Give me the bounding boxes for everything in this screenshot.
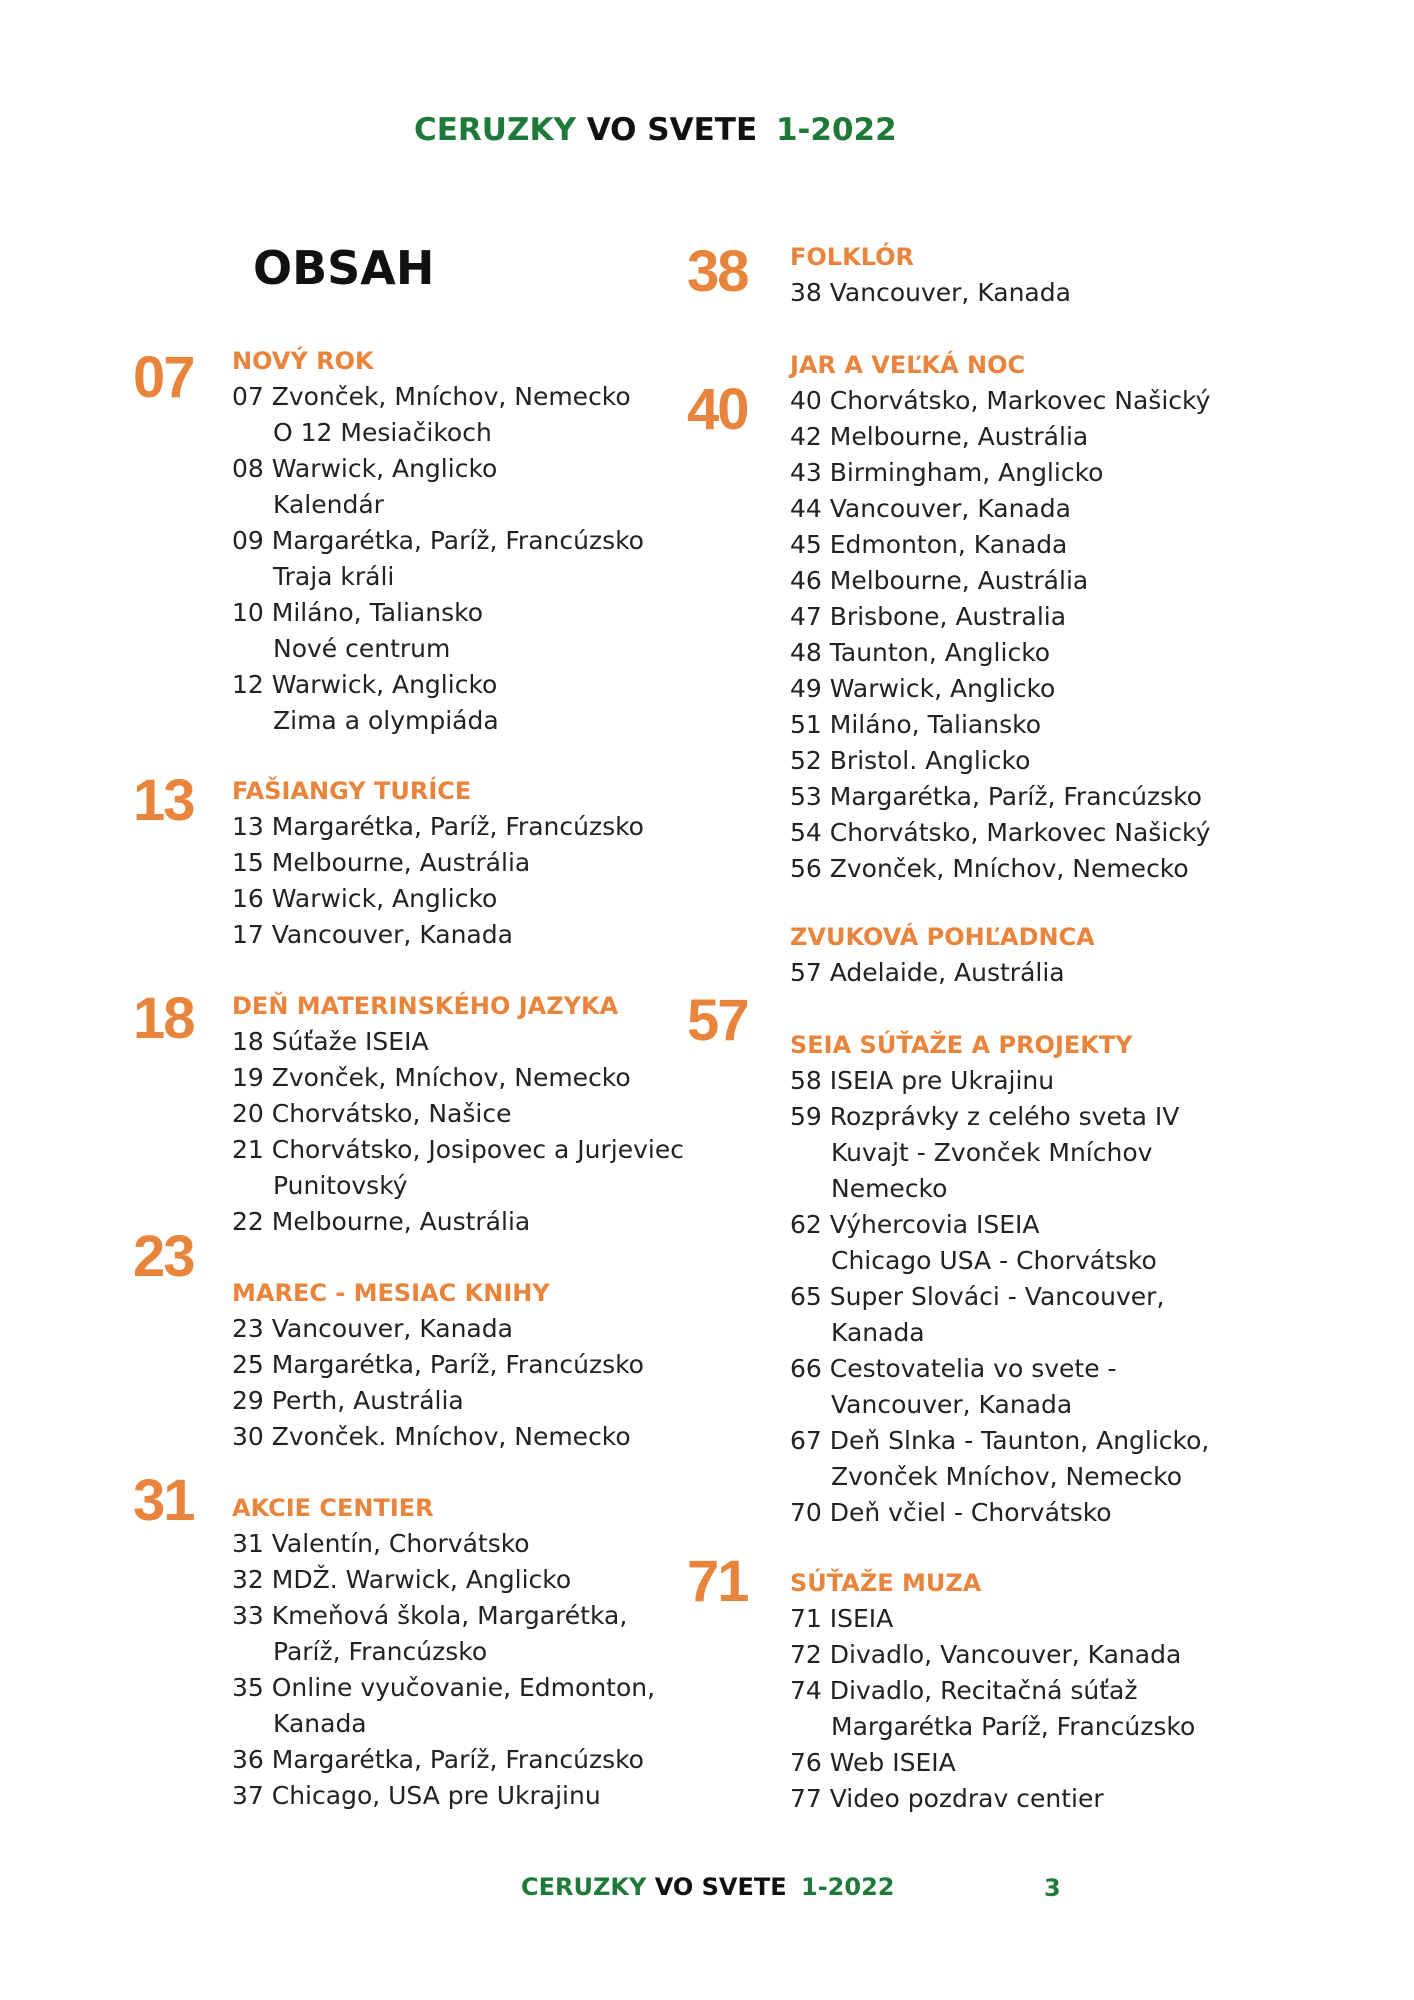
- toc-entry: 76 Web ISEIA: [790, 1748, 956, 1777]
- toc-entry: 72 Divadlo, Vancouver, Kanada: [790, 1640, 1182, 1669]
- toc-entry: 42 Melbourne, Austrália: [790, 422, 1089, 451]
- section-entries: [790, 383, 1210, 887]
- toc-entry: 51 Miláno, Taliansko: [790, 710, 1041, 739]
- section-title: FOLKLÓR: [790, 243, 915, 271]
- toc-entry-subtitle: Nové centrum: [273, 634, 451, 663]
- toc-entry-subtitle: Paríž, Francúzsko: [273, 1637, 488, 1666]
- section-entries: [232, 1311, 644, 1455]
- toc-entry: 53 Margarétka, Paríž, Francúzsko: [790, 782, 1202, 811]
- toc-section: [790, 1027, 1209, 1531]
- section-entries: [790, 1601, 1195, 1817]
- toc-section: [790, 239, 1071, 311]
- toc-entry: 66 Cestovatelia vo svete -: [790, 1354, 1117, 1383]
- header-brand-2: VO SVETE: [586, 112, 758, 148]
- section-title: JAR A VEĽKÁ NOC: [790, 351, 1026, 379]
- section-number: 31: [133, 1468, 194, 1533]
- toc-entry: 77 Video pozdrav centier: [790, 1784, 1104, 1813]
- section-entries: [232, 1024, 684, 1240]
- toc-entry: 59 Rozprávky z celého sveta IV: [790, 1102, 1180, 1131]
- toc-entry: 20 Chorvátsko, Našice: [232, 1099, 512, 1128]
- toc-entry: 62 Výhercovia ISEIA: [790, 1210, 1040, 1239]
- toc-entry: 35 Online vyučovanie, Edmonton,: [232, 1673, 656, 1702]
- section-title: AKCIE CENTIER: [232, 1494, 434, 1522]
- toc-entry: 12 Warwick, Anglicko: [232, 670, 498, 699]
- toc-section: [232, 988, 684, 1240]
- toc-entry: 07 Zvonček, Mníchov, Nemecko: [232, 382, 631, 411]
- page-footer: [521, 1873, 894, 1901]
- toc-entry: 19 Zvonček, Mníchov, Nemecko: [232, 1063, 631, 1092]
- section-number: 40: [687, 377, 748, 442]
- toc-entry-subtitle: Punitovský: [273, 1171, 408, 1200]
- footer-brand: CERUZKY: [521, 1873, 647, 1901]
- toc-entry: 25 Margarétka, Paríž, Francúzsko: [232, 1350, 644, 1379]
- toc-entry-subtitle: Zvonček Mníchov, Nemecko: [831, 1462, 1182, 1491]
- header-brand: CERUZKY: [414, 112, 576, 148]
- section-title: SEIA SÚŤAŽE A PROJEKTY: [790, 1031, 1133, 1059]
- toc-section: [790, 919, 1095, 991]
- toc-entry: 33 Kmeňová škola, Margarétka,: [232, 1601, 628, 1630]
- section-title: FAŠIANGY TURÍCE: [232, 777, 472, 805]
- toc-entry: 49 Warwick, Anglicko: [790, 674, 1056, 703]
- section-number: 18: [133, 986, 194, 1051]
- toc-section: [232, 1275, 644, 1455]
- toc-entry: 30 Zvonček. Mníchov, Nemecko: [232, 1422, 631, 1451]
- toc-entry: 31 Valentín, Chorvátsko: [232, 1529, 530, 1558]
- section-number: 07: [133, 345, 194, 410]
- toc-entry: 71 ISEIA: [790, 1604, 894, 1633]
- toc-entry-subtitle: Kanada: [831, 1318, 925, 1347]
- toc-entry: 13 Margarétka, Paríž, Francúzsko: [232, 812, 644, 841]
- toc-entry: 38 Vancouver, Kanada: [790, 278, 1071, 307]
- toc-entry: 17 Vancouver, Kanada: [232, 920, 513, 949]
- toc-entry-subtitle: Chicago USA - Chorvátsko: [831, 1246, 1157, 1275]
- toc-entry: 57 Adelaide, Austrália: [790, 958, 1065, 987]
- toc-section: [790, 1565, 1195, 1817]
- toc-entry: 48 Taunton, Anglicko: [790, 638, 1051, 667]
- toc-entry: 45 Edmonton, Kanada: [790, 530, 1068, 559]
- section-number: 38: [687, 239, 748, 304]
- toc-entry: 32 MDŽ. Warwick, Anglicko: [232, 1565, 572, 1594]
- toc-entry: 67 Deň Slnka - Taunton, Anglicko,: [790, 1426, 1210, 1455]
- toc-entry: 15 Melbourne, Austrália: [232, 848, 531, 877]
- section-entries: [232, 809, 644, 953]
- toc-entry: 21 Chorvátsko, Josipovec a Jurjeviec: [232, 1135, 684, 1164]
- toc-entry: 10 Miláno, Taliansko: [232, 598, 483, 627]
- toc-entry: 54 Chorvátsko, Markovec Našický: [790, 818, 1211, 847]
- section-entries: [232, 379, 644, 739]
- section-number: 23: [133, 1224, 194, 1289]
- toc-entry-subtitle: Vancouver, Kanada: [831, 1390, 1073, 1419]
- toc-entry: 09 Margarétka, Paríž, Francúzsko: [232, 526, 644, 555]
- toc-entry: 37 Chicago, USA pre Ukrajinu: [232, 1781, 601, 1810]
- toc-entry-subtitle: Traja králi: [273, 562, 395, 591]
- toc-entry: 36 Margarétka, Paríž, Francúzsko: [232, 1745, 644, 1774]
- toc-entry-subtitle: O 12 Mesiačikoch: [273, 418, 492, 447]
- toc-entry: 65 Super Slováci - Vancouver,: [790, 1282, 1165, 1311]
- section-number: 13: [133, 768, 194, 833]
- footer-brand-2: VO SVETE: [654, 1873, 787, 1901]
- section-number: 57: [687, 988, 748, 1053]
- toc-entry: 43 Birmingham, Anglicko: [790, 458, 1104, 487]
- toc-entry: 08 Warwick, Anglicko: [232, 454, 498, 483]
- toc-entry: 58 ISEIA pre Ukrajinu: [790, 1066, 1055, 1095]
- page-number: 3: [1044, 1874, 1061, 1902]
- toc-section: [232, 773, 644, 953]
- section-title: NOVÝ ROK: [232, 347, 374, 375]
- section-title: DEŇ MATERINSKÉHO JAZYKA: [232, 992, 619, 1020]
- toc-entry: 16 Warwick, Anglicko: [232, 884, 498, 913]
- toc-entry: 47 Brisbone, Australia: [790, 602, 1067, 631]
- toc-entry: 56 Zvonček, Mníchov, Nemecko: [790, 854, 1189, 883]
- toc-entry: 40 Chorvátsko, Markovec Našický: [790, 386, 1211, 415]
- page-header: [414, 112, 897, 148]
- toc-entry: 29 Perth, Austrália: [232, 1386, 464, 1415]
- toc-entry-subtitle: Zima a olympiáda: [273, 706, 499, 735]
- toc-section: [232, 1490, 655, 1814]
- toc-section: [232, 343, 644, 739]
- section-entries: [790, 955, 1095, 991]
- section-entries: [790, 1063, 1209, 1531]
- toc-title: OBSAH: [253, 241, 435, 295]
- toc-section: [790, 347, 1210, 887]
- toc-entry: 70 Deň včiel - Chorvátsko: [790, 1498, 1112, 1527]
- section-entries: [232, 1526, 655, 1814]
- toc-entry-subtitle: Kanada: [273, 1709, 367, 1738]
- toc-entry-subtitle: Kuvajt - Zvonček Mníchov: [831, 1138, 1153, 1167]
- section-number: 71: [687, 1549, 748, 1614]
- section-title: ZVUKOVÁ POHĽADNCA: [790, 923, 1095, 951]
- toc-entry: 23 Vancouver, Kanada: [232, 1314, 513, 1343]
- section-title: SÚŤAŽE MUZA: [790, 1569, 982, 1597]
- toc-entry: 22 Melbourne, Austrália: [232, 1207, 531, 1236]
- toc-entry-subtitle: Margarétka Paríž, Francúzsko: [831, 1712, 1196, 1741]
- section-title: MAREC - MESIAC KNIHY: [232, 1279, 550, 1307]
- section-entries: [790, 275, 1071, 311]
- header-issue: 1-2022: [775, 112, 897, 148]
- toc-entry-subtitle: Nemecko: [831, 1174, 948, 1203]
- footer-issue: 1-2022: [801, 1873, 895, 1901]
- toc-entry: 44 Vancouver, Kanada: [790, 494, 1071, 523]
- toc-entry: 52 Bristol. Anglicko: [790, 746, 1031, 775]
- toc-entry-subtitle: Kalendár: [273, 490, 384, 519]
- toc-entry: 18 Súťaže ISEIA: [232, 1027, 429, 1056]
- toc-entry: 74 Divadlo, Recitačná súťaž: [790, 1676, 1138, 1705]
- toc-entry: 46 Melbourne, Austrália: [790, 566, 1089, 595]
